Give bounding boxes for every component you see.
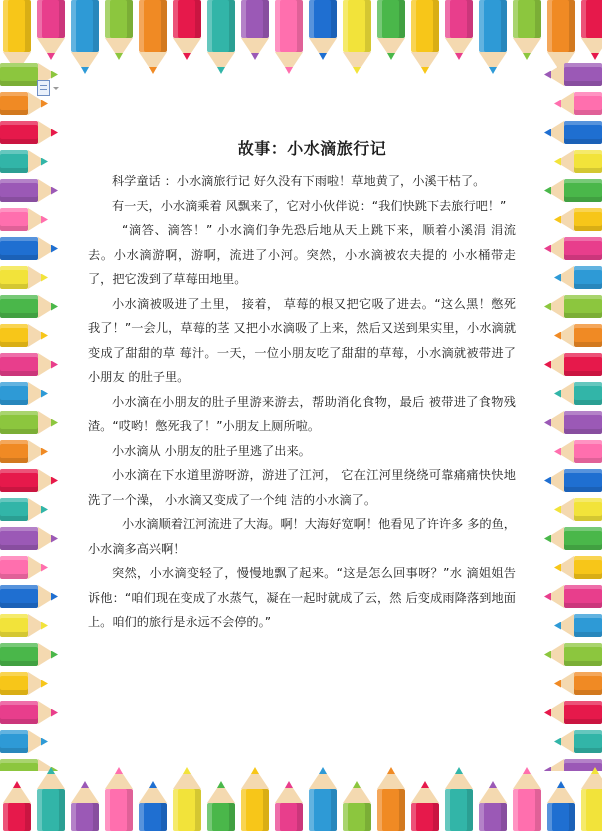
pencil-decoration: [306, 767, 340, 831]
pencil-decoration: [476, 781, 510, 831]
pencil-decoration: [374, 0, 408, 60]
paragraph-2: 有一天，小水滴乘着 风飘来了，它对小伙伴说：“我们快跳下去旅行吧！”: [112, 198, 507, 213]
pencil-decoration: [408, 0, 442, 74]
pencil-decoration: [0, 781, 34, 831]
pencil-decoration: [510, 767, 544, 831]
pencil-decoration: [0, 524, 58, 553]
pencil-decoration: [544, 60, 602, 89]
pencil-decoration: [0, 350, 58, 379]
paragraph-8: 小水滴顺着江河流进了大海。啊！大海好宽啊！他看见了许许多 多的鱼，小水滴多高兴啊！: [88, 517, 516, 556]
pencil-decoration: [510, 0, 544, 60]
pencil-decoration: [0, 118, 58, 147]
pencil-decoration: [544, 582, 602, 611]
pencil-decoration: [0, 437, 48, 466]
pencil-decoration: [544, 466, 602, 495]
pencil-decoration: [34, 767, 68, 831]
pencil-decoration: [34, 0, 68, 60]
pencil-decoration: [544, 176, 602, 205]
pencil-decoration: [0, 408, 58, 437]
pencil-decoration: [0, 640, 58, 669]
pencil-decoration: [0, 379, 48, 408]
pencil-decoration: [0, 292, 58, 321]
pencil-decoration: [0, 495, 48, 524]
paragraph-7: 小水滴在下水道里游呀游，游进了江河， 它在江河里绕绕可靠痛痛快快地洗了一个澡， 小水滴又变成了一个纯 洁的小水滴了。: [88, 468, 516, 507]
pencil-decoration: [554, 495, 602, 524]
pencil-decoration: [0, 582, 58, 611]
paragraph-5: 小水滴在小朋友的肚子里游来游去，帮助消化食物，最后 被带进了食物残渣。“哎哟！憋死我了！”小朋友上厕所啦。: [88, 394, 516, 433]
pencil-decoration: [544, 350, 602, 379]
pencil-decoration: [544, 524, 602, 553]
paragraph-1: 科学童话 ：小水滴旅行记 好久没有下雨啦！草地黄了，小溪干枯了。: [112, 174, 486, 188]
pencil-decoration: [272, 0, 306, 74]
pencil-decoration: [544, 292, 602, 321]
pencil-decoration: [442, 0, 476, 60]
pencil-decoration: [68, 781, 102, 831]
pencil-decoration: [0, 611, 48, 640]
pencil-decoration: [554, 263, 602, 292]
document-icon: [37, 80, 50, 96]
pencil-decoration: [238, 0, 272, 60]
pencil-decoration: [554, 437, 602, 466]
pencil-border-bottom: [0, 751, 602, 831]
pencil-decoration: [340, 0, 374, 74]
pencil-decoration: [544, 781, 578, 831]
pencil-decoration: [0, 321, 48, 350]
pencil-decoration: [0, 205, 48, 234]
pencil-decoration: [0, 698, 58, 727]
pencil-decoration: [544, 698, 602, 727]
pencil-decoration: [0, 176, 58, 205]
pencil-decoration: [554, 147, 602, 176]
pencil-decoration: [238, 767, 272, 831]
paragraph-9: 突然，小水滴变轻了，慢慢地飘了起来。“这是怎么回事呀？”水 滴姐姐告诉他：“咱们现在变成了水蒸气，凝在一起时就成了云，然 后变成雨降落到地面上。咱们的旅行是永远不会停的。”: [88, 566, 516, 629]
pencil-decoration: [544, 408, 602, 437]
pencil-decoration: [0, 234, 58, 263]
pencil-border-top: [0, 0, 602, 82]
pencil-decoration: [170, 0, 204, 60]
pencil-decoration: [204, 781, 238, 831]
pencil-decoration: [272, 781, 306, 831]
pencil-decoration: [204, 0, 238, 74]
pencil-decoration: [0, 553, 48, 582]
pencil-decoration: [136, 781, 170, 831]
pencil-decoration: [68, 0, 102, 74]
pencil-decoration: [554, 379, 602, 408]
paragraph-4: 小水滴被吸进了土里， 接着， 草莓的根又把它吸了进去。“这么黑！憋死我了！”一会儿，草莓的茎 又把小水滴吸了上来，然后又送到果实里，小水滴就变成了甜甜的草 莓汁。一天，一位小朋友吃了甜甜的草莓，小水滴就被带进了小朋友 的肚子里。: [88, 296, 516, 384]
pencil-decoration: [544, 118, 602, 147]
pencil-decoration: [554, 89, 602, 118]
pencil-decoration: [374, 767, 408, 831]
pencil-decoration: [170, 767, 204, 831]
pencil-decoration: [578, 767, 602, 831]
pencil-decoration: [544, 234, 602, 263]
pencil-border-left: [0, 60, 62, 771]
pencil-decoration: [0, 466, 58, 495]
pencil-decoration: [0, 669, 48, 698]
pencil-decoration: [102, 767, 136, 831]
pencil-decoration: [476, 0, 510, 74]
pencil-border-right: [540, 60, 602, 771]
pencil-decoration: [0, 263, 48, 292]
document-body: [88, 136, 516, 635]
pencil-decoration: [0, 147, 48, 176]
pencil-decoration: [102, 0, 136, 60]
pencil-decoration: [554, 611, 602, 640]
chevron-down-icon: [53, 87, 59, 90]
pencil-decoration: [136, 0, 170, 74]
pencil-decoration: [544, 640, 602, 669]
pencil-decoration: [578, 0, 602, 60]
pencil-decoration: [306, 0, 340, 60]
page-title: 故事：小水滴旅行记: [237, 139, 387, 158]
pencil-decoration: [340, 781, 374, 831]
pencil-decoration: [442, 767, 476, 831]
pencil-decoration: [554, 553, 602, 582]
paragraph-3: “滴答、滴答！” 小水滴们争先恐后地从天上跳下来，顺着小溪涓 涓流去。小水滴游啊，游啊，流进了小河。突然，小水滴被农夫提的 小水桶带走了，把它泼到了草莓田地里。: [88, 223, 516, 286]
paragraph-6: 小水滴从 小朋友的肚子里逃了出来。: [112, 443, 311, 458]
pencil-decoration: [408, 781, 442, 831]
pencil-decoration: [554, 321, 602, 350]
document-menu-button[interactable]: [37, 80, 59, 96]
pencil-decoration: [554, 669, 602, 698]
pencil-decoration: [554, 205, 602, 234]
